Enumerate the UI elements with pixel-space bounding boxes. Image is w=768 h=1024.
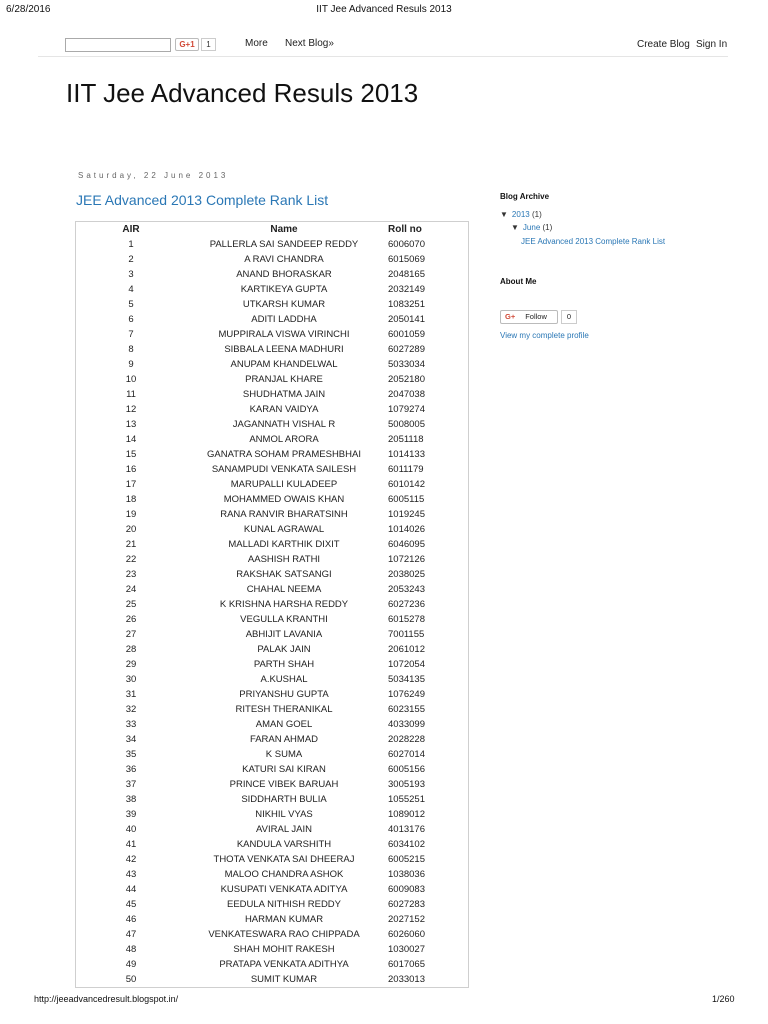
roll-no-cell: 6005215 xyxy=(388,854,425,865)
more-link[interactable]: More xyxy=(245,38,268,49)
air-cell: 24 xyxy=(125,584,137,595)
table-row xyxy=(76,342,469,357)
name-cell: K KRISHNA HARSHA REDDY xyxy=(219,599,349,610)
table-row xyxy=(76,582,469,597)
air-cell: 28 xyxy=(125,644,137,655)
name-cell: VEGULLA KRANTHI xyxy=(240,614,328,625)
view-profile-link[interactable]: View my complete profile xyxy=(500,331,589,340)
table-row xyxy=(76,462,469,477)
archive-month-count: (1) xyxy=(542,223,553,232)
table-row xyxy=(76,672,469,687)
name-cell: SIDDHARTH BULIA xyxy=(241,794,327,805)
name-cell: MUPPIRALA VISWA VIRINCHI xyxy=(218,329,350,340)
table-row xyxy=(76,567,469,582)
air-cell: 32 xyxy=(125,704,137,715)
table-row xyxy=(76,897,469,912)
air-cell: 3 xyxy=(128,269,134,280)
name-cell: PRANJAL KHARE xyxy=(245,374,323,385)
name-cell: SIBBALA LEENA MADHURI xyxy=(224,344,344,355)
table-row xyxy=(76,837,469,852)
roll-no-cell: 6027283 xyxy=(388,899,425,910)
roll-no-cell: 2028228 xyxy=(388,734,425,745)
roll-no-cell: 2048165 xyxy=(388,269,425,280)
table-row xyxy=(76,432,469,447)
roll-no-cell: 6005156 xyxy=(388,764,425,775)
name-cell: MOHAMMED OWAIS KHAN xyxy=(223,494,345,505)
air-cell: 35 xyxy=(125,749,137,760)
air-cell: 49 xyxy=(125,959,137,970)
archive-month xyxy=(511,223,552,232)
table-row xyxy=(76,912,469,927)
table-row xyxy=(76,312,469,327)
name-cell: PRINCE VIBEK BARUAH xyxy=(229,779,339,790)
follow-count: 0 xyxy=(561,310,577,324)
table-row xyxy=(76,777,469,792)
roll-no-cell: 6015278 xyxy=(388,614,425,625)
name-cell: KANDULA VARSHITH xyxy=(236,839,332,850)
roll-no-cell: 1079274 xyxy=(388,404,425,415)
create-blog-link[interactable]: Create Blog xyxy=(637,39,690,50)
footer-page-number: 1/260 xyxy=(712,994,735,1004)
name-cell: A.KUSHAL xyxy=(260,674,308,685)
roll-no-cell: 6026060 xyxy=(388,929,425,940)
name-cell: SHAH MOHIT RAKESH xyxy=(233,944,335,955)
name-cell: PRIYANSHU GUPTA xyxy=(239,689,329,700)
blogger-navbar xyxy=(0,34,768,58)
name-cell: KARTIKEYA GUPTA xyxy=(240,284,328,295)
blog-title[interactable]: IIT Jee Advanced Resuls 2013 xyxy=(66,78,419,108)
table-row xyxy=(76,282,469,297)
table-row xyxy=(76,507,469,522)
table-row xyxy=(76,417,469,432)
gplus-button[interactable]: G+1 xyxy=(175,38,199,51)
name-cell: HARMAN KUMAR xyxy=(244,914,324,925)
table-row xyxy=(76,492,469,507)
rank-table xyxy=(75,221,469,988)
roll-no-cell: 2038025 xyxy=(388,569,425,580)
air-cell: 26 xyxy=(125,614,137,625)
name-cell: CHAHAL NEEMA xyxy=(246,584,322,595)
roll-no-cell: 5008005 xyxy=(388,419,425,430)
name-cell: RAKSHAK SATSANGI xyxy=(236,569,332,580)
name-cell: THOTA VENKATA SAI DHEERAJ xyxy=(213,854,355,865)
roll-no-cell: 6027014 xyxy=(388,749,425,760)
post-date: Saturday, 22 June 2013 xyxy=(78,171,229,180)
air-cell: 45 xyxy=(125,899,137,910)
air-cell: 43 xyxy=(125,869,137,880)
table-row xyxy=(76,387,469,402)
air-cell: 38 xyxy=(125,794,137,805)
air-cell: 9 xyxy=(128,359,134,370)
table-row xyxy=(76,237,469,252)
archive-month-link[interactable]: June xyxy=(522,223,541,232)
table-row xyxy=(76,852,469,867)
air-cell: 20 xyxy=(125,524,137,535)
gplus-icon: G+ xyxy=(505,312,516,321)
roll-no-cell: 6023155 xyxy=(388,704,425,715)
roll-no-cell: 6010142 xyxy=(388,479,425,490)
name-cell: JAGANNATH VISHAL R xyxy=(232,419,336,430)
roll-no-cell: 1038036 xyxy=(388,869,425,880)
follow-button[interactable] xyxy=(500,310,558,324)
name-cell: AMAN GOEL xyxy=(255,719,313,730)
name-cell: SANAMPUDI VENKATA SAILESH xyxy=(211,464,357,475)
name-cell: NIKHIL VYAS xyxy=(255,809,313,820)
triangle-down-icon[interactable]: ▼ xyxy=(511,223,519,232)
header-roll-no: Roll no xyxy=(388,224,422,235)
post-title[interactable]: JEE Advanced 2013 Complete Rank List xyxy=(76,192,329,208)
roll-no-cell: 2051118 xyxy=(388,434,424,445)
roll-no-cell: 1014133 xyxy=(388,449,425,460)
roll-no-cell: 6034102 xyxy=(388,839,425,850)
roll-no-cell: 6015069 xyxy=(388,254,425,265)
name-cell: ANAND BHORASKAR xyxy=(236,269,332,280)
roll-no-cell: 1089012 xyxy=(388,809,425,820)
roll-no-cell: 1076249 xyxy=(388,689,425,700)
table-row xyxy=(76,477,469,492)
air-cell: 39 xyxy=(125,809,137,820)
triangle-down-icon[interactable]: ▼ xyxy=(500,210,508,219)
roll-no-cell: 2061012 xyxy=(388,644,425,655)
archive-post-link[interactable]: JEE Advanced 2013 Complete Rank List xyxy=(521,237,666,246)
print-title: IIT Jee Advanced Resuls 2013 xyxy=(316,4,452,15)
table-row xyxy=(76,972,469,988)
table-row xyxy=(76,327,469,342)
roll-no-cell: 6046095 xyxy=(388,539,425,550)
air-cell: 22 xyxy=(125,554,137,565)
roll-no-cell: 7001155 xyxy=(388,629,425,640)
table-row xyxy=(76,957,469,972)
roll-no-cell: 6001059 xyxy=(388,329,425,340)
next-blog-link[interactable]: Next Blog» xyxy=(285,38,334,49)
name-cell: MALOO CHANDRA ASHOK xyxy=(224,869,344,880)
table-row xyxy=(76,552,469,567)
roll-no-cell: 2053243 xyxy=(388,584,425,595)
roll-no-cell: 2050141 xyxy=(388,314,425,325)
air-cell: 21 xyxy=(125,539,137,550)
air-cell: 46 xyxy=(125,914,137,925)
name-cell: AVIRAL JAIN xyxy=(256,824,312,835)
air-cell: 44 xyxy=(125,884,137,895)
air-cell: 10 xyxy=(125,374,137,385)
air-cell: 7 xyxy=(128,329,134,340)
table-row xyxy=(76,522,469,537)
name-cell: PALAK JAIN xyxy=(257,644,311,655)
roll-no-cell: 6006070 xyxy=(388,239,425,250)
name-cell: ANMOL ARORA xyxy=(249,434,319,445)
air-cell: 16 xyxy=(125,464,137,475)
roll-no-cell: 6009083 xyxy=(388,884,425,895)
roll-no-cell: 1030027 xyxy=(388,944,425,955)
roll-no-cell: 4033099 xyxy=(388,719,425,730)
air-cell: 1 xyxy=(128,239,134,250)
table-row xyxy=(76,747,469,762)
air-cell: 33 xyxy=(125,719,137,730)
roll-no-cell: 2033013 xyxy=(388,974,425,985)
table-header-row xyxy=(76,222,469,238)
roll-no-cell: 1019245 xyxy=(388,509,425,520)
table-row xyxy=(76,687,469,702)
air-cell: 12 xyxy=(125,404,137,415)
name-cell: RITESH THERANIKAL xyxy=(235,704,333,715)
air-cell: 15 xyxy=(125,449,137,460)
name-cell: ADITI LADDHA xyxy=(251,314,317,325)
air-cell: 36 xyxy=(125,764,137,775)
air-cell: 11 xyxy=(126,389,136,400)
gplus-count: 1 xyxy=(201,38,216,51)
roll-no-cell: 2027152 xyxy=(388,914,425,925)
name-cell: EEDULA NITHISH REDDY xyxy=(226,899,342,910)
table-row xyxy=(76,612,469,627)
air-cell: 29 xyxy=(125,659,137,670)
air-cell: 6 xyxy=(128,314,134,325)
air-cell: 31 xyxy=(125,689,137,700)
roll-no-cell: 6017065 xyxy=(388,959,425,970)
archive-year xyxy=(500,210,542,219)
table-row xyxy=(76,267,469,282)
air-cell: 13 xyxy=(125,419,137,430)
name-cell: VENKATESWARA RAO CHIPPADA xyxy=(208,929,360,940)
name-cell: KUSUPATI VENKATA ADITYA xyxy=(220,884,348,895)
table-row xyxy=(76,732,469,747)
navbar-divider xyxy=(38,56,728,57)
table-row xyxy=(76,762,469,777)
name-cell: A RAVI CHANDRA xyxy=(244,254,324,265)
air-cell: 4 xyxy=(128,284,134,295)
table-row xyxy=(76,942,469,957)
air-cell: 19 xyxy=(125,509,137,520)
roll-no-cell: 1083251 xyxy=(388,299,425,310)
table-row xyxy=(76,597,469,612)
name-cell: FARAN AHMAD xyxy=(249,734,319,745)
table-row xyxy=(76,537,469,552)
table-row xyxy=(76,252,469,267)
follow-label: Follow xyxy=(525,312,547,321)
roll-no-cell: 2052180 xyxy=(388,374,425,385)
table-row xyxy=(76,792,469,807)
table-row xyxy=(76,807,469,822)
air-cell: 23 xyxy=(125,569,137,580)
table-row xyxy=(76,822,469,837)
table-row xyxy=(76,642,469,657)
about-me-heading: About Me xyxy=(500,277,537,286)
air-cell: 47 xyxy=(125,929,137,940)
name-cell: PRATAPA VENKATA ADITHYA xyxy=(219,959,349,970)
air-cell: 5 xyxy=(128,299,134,310)
rank-table-body xyxy=(76,237,469,988)
roll-no-cell: 6027236 xyxy=(388,599,425,610)
name-cell: K SUMA xyxy=(265,749,303,760)
roll-no-cell: 4013176 xyxy=(388,824,425,835)
roll-no-cell: 1072126 xyxy=(388,554,425,565)
table-row xyxy=(76,882,469,897)
air-cell: 40 xyxy=(125,824,137,835)
sign-in-link[interactable]: Sign In xyxy=(696,39,728,50)
table-row xyxy=(76,297,469,312)
footer-url: http://jeeadvancedresult.blogspot.in/ xyxy=(34,994,179,1004)
table-row xyxy=(76,702,469,717)
roll-no-cell: 6027289 xyxy=(388,344,425,355)
air-cell: 37 xyxy=(125,779,137,790)
table-row xyxy=(76,867,469,882)
header-air: AIR xyxy=(122,224,140,235)
air-cell: 25 xyxy=(125,599,137,610)
name-cell: SHUDHATMA JAIN xyxy=(242,389,326,400)
air-cell: 34 xyxy=(125,734,137,745)
roll-no-cell: 6011179 xyxy=(388,464,424,475)
search-input[interactable] xyxy=(65,38,171,52)
roll-no-cell: 5034135 xyxy=(388,674,425,685)
air-cell: 14 xyxy=(125,434,137,445)
table-row xyxy=(76,927,469,942)
name-cell: ABHIJIT LAVANIA xyxy=(245,629,323,640)
name-cell: RANA RANVIR BHARATSINH xyxy=(220,509,348,520)
air-cell: 42 xyxy=(125,854,137,865)
air-cell: 41 xyxy=(125,839,137,850)
archive-post xyxy=(521,237,665,246)
table-row xyxy=(76,717,469,732)
roll-no-cell: 6005115 xyxy=(388,494,425,505)
air-cell: 2 xyxy=(128,254,134,265)
name-cell: ANUPAM KHANDELWAL xyxy=(230,359,338,370)
archive-year-count: (1) xyxy=(531,210,542,219)
archive-year-link[interactable]: 2013 xyxy=(511,210,530,219)
air-cell: 17 xyxy=(125,479,137,490)
air-cell: 18 xyxy=(125,494,137,505)
header-name: Name xyxy=(270,224,298,235)
print-date: 6/28/2016 xyxy=(6,4,51,15)
table-row xyxy=(76,357,469,372)
print-header xyxy=(0,0,768,30)
roll-no-cell: 2032149 xyxy=(388,284,425,295)
name-cell: KATURI SAI KIRAN xyxy=(242,764,326,775)
table-row xyxy=(76,627,469,642)
name-cell: MALLADI KARTHIK DIXIT xyxy=(228,539,340,550)
roll-no-cell: 1055251 xyxy=(388,794,425,805)
name-cell: SUMIT KUMAR xyxy=(250,974,318,985)
roll-no-cell: 2047038 xyxy=(388,389,425,400)
name-cell: MARUPALLI KULADEEP xyxy=(230,479,338,490)
name-cell: UTKARSH KUMAR xyxy=(242,299,326,310)
air-cell: 50 xyxy=(125,974,137,985)
table-row xyxy=(76,657,469,672)
air-cell: 8 xyxy=(128,344,134,355)
roll-no-cell: 1072054 xyxy=(388,659,425,670)
table-row xyxy=(76,402,469,417)
name-cell: AASHISH RATHI xyxy=(247,554,321,565)
roll-no-cell: 3005193 xyxy=(388,779,425,790)
air-cell: 48 xyxy=(125,944,137,955)
roll-no-cell: 5033034 xyxy=(388,359,425,370)
air-cell: 30 xyxy=(125,674,137,685)
name-cell: KARAN VAIDYA xyxy=(249,404,319,415)
name-cell: PALLERLA SAI SANDEEP REDDY xyxy=(209,239,359,250)
table-row xyxy=(76,447,469,462)
name-cell: PARTH SHAH xyxy=(253,659,315,670)
blog-archive-heading: Blog Archive xyxy=(500,192,550,201)
name-cell: GANATRA SOHAM PRAMESHBHAI xyxy=(207,449,361,460)
name-cell: KUNAL AGRAWAL xyxy=(243,524,325,535)
air-cell: 27 xyxy=(125,629,137,640)
table-row xyxy=(76,372,469,387)
roll-no-cell: 1014026 xyxy=(388,524,425,535)
